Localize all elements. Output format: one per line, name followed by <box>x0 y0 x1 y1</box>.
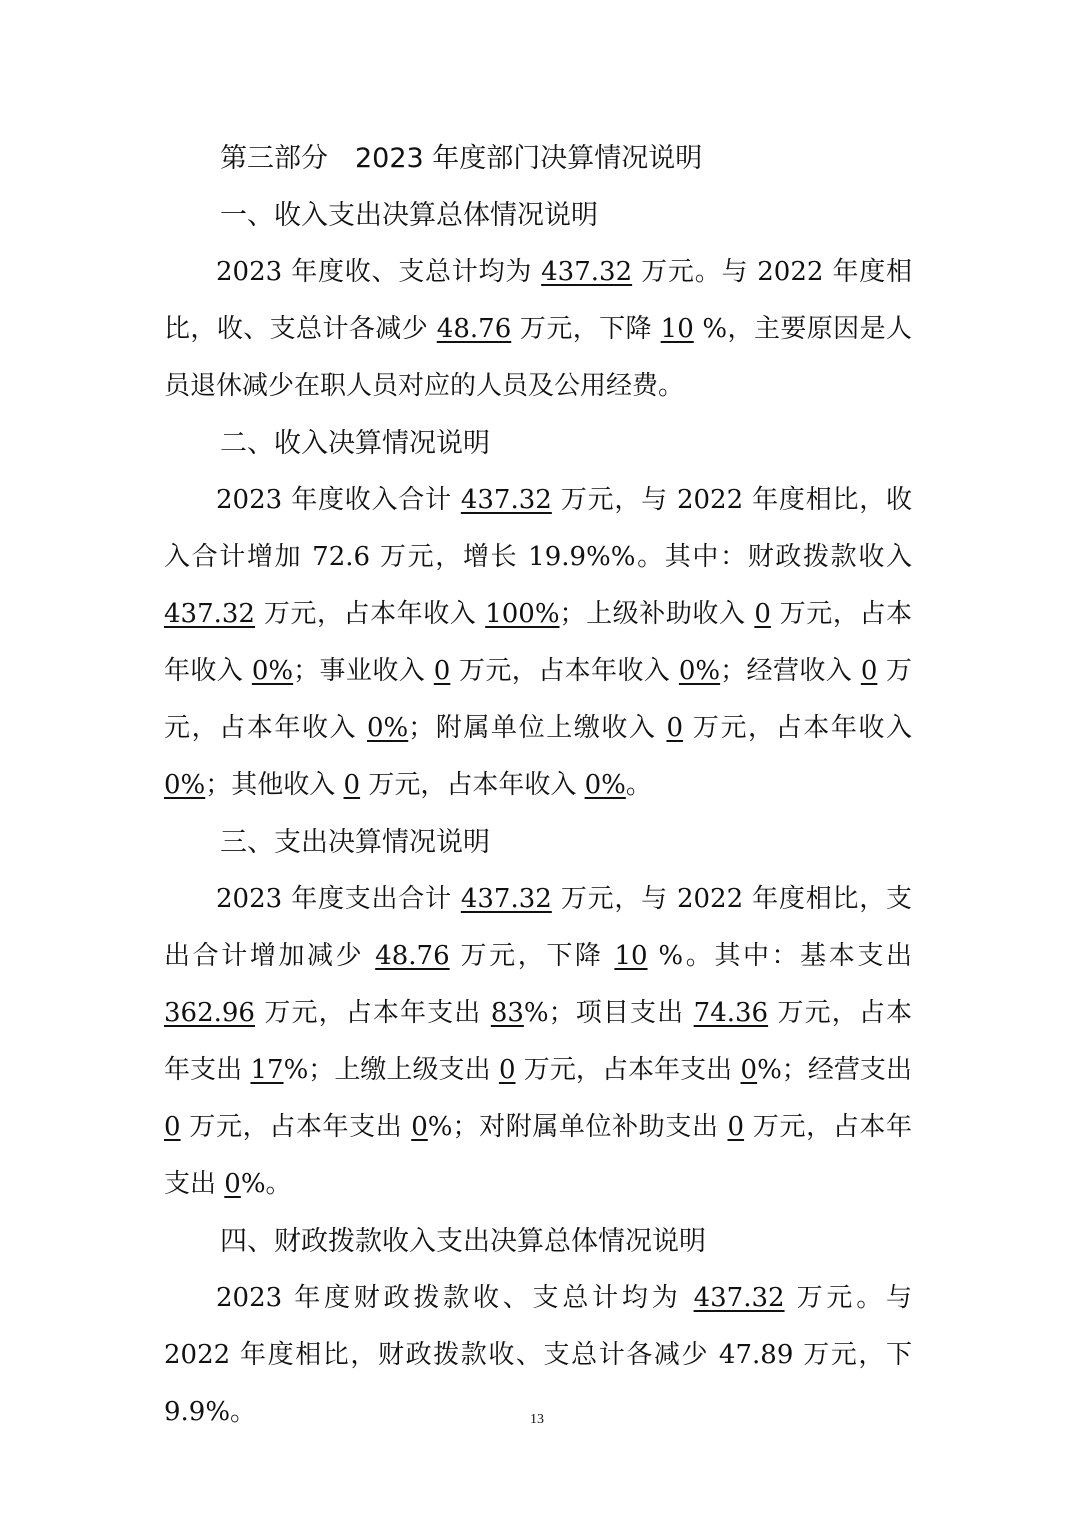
underlined-figure: 0 <box>433 656 451 686</box>
section-paragraph-1 <box>164 244 912 415</box>
paragraph-text: 万元，占本年支出 <box>164 998 913 1085</box>
paragraph-text: 万元，占本年收入 <box>683 713 913 743</box>
paragraph-text: ；事业收入 <box>293 656 434 686</box>
paragraph-text: %；上缴上级支出 <box>283 1055 499 1085</box>
paragraph-text: %。其中：基本支出 <box>647 941 913 971</box>
paragraph-text: ；附属单位上缴收入 <box>408 713 667 743</box>
paragraph-text: 万元，占本年支出 <box>180 1112 412 1142</box>
paragraph-text: ；上级补助收入 <box>559 599 755 629</box>
section-heading-3: 三、支出决算情况说明 <box>220 827 490 858</box>
paragraph-text: 万元，占本年收入 <box>360 770 585 800</box>
paragraph-text: 万元，占本年支出 <box>164 1112 912 1199</box>
paragraph-text: 万元，与 2022 年度相比，收入合计增加 72.6 万元，增长 19.9%%。其中：财政拨款收入 <box>164 485 912 572</box>
page-number: 13 <box>530 1412 544 1427</box>
underlined-figure: 437.32 <box>541 257 633 287</box>
paragraph-text: %；对附属单位补助支出 <box>427 1112 728 1142</box>
underlined-figure: 0% <box>164 770 206 800</box>
underlined-figure: 437.32 <box>460 884 552 914</box>
underlined-figure: 0 <box>754 599 771 629</box>
underlined-figure: 0 <box>727 1112 745 1142</box>
paragraph-text: %。 <box>240 1169 292 1199</box>
underlined-figure: 10 <box>660 314 694 344</box>
underlined-figure: 10 <box>614 941 648 971</box>
underlined-figure: 437.32 <box>460 485 552 515</box>
underlined-figure: 83 <box>490 998 524 1028</box>
paragraph-text: 万元，下降 <box>449 941 615 971</box>
paragraph-text: 万元。与 2022 年度相比，财政拨款收、支总计各减少 47.89 万元，下 9.9%。 <box>164 1283 912 1427</box>
underlined-figure: 362.96 <box>164 998 255 1028</box>
section-paragraph-2 <box>164 472 912 814</box>
paragraph-text: ；其他收入 <box>205 770 344 800</box>
paragraph-text: 2023 年度财政拨款收、支总计均为 <box>216 1283 694 1313</box>
paragraph-text: 。 <box>625 770 652 800</box>
underlined-figure: 0 <box>164 1112 181 1142</box>
underlined-figure: 437.32 <box>693 1283 785 1313</box>
paragraph-text: 万元，占本年收入 <box>164 656 913 743</box>
underlined-figure: 0 <box>411 1112 428 1142</box>
paragraph-text: 2023 年度收入合计 <box>216 485 461 515</box>
underlined-figure: 0% <box>584 770 626 800</box>
document-content <box>164 130 912 1441</box>
underlined-figure: 0 <box>740 1055 758 1085</box>
page-title: 第三部分 2023 年度部门决算情况说明 <box>220 143 703 174</box>
paragraph-text: %；经营支出 <box>757 1055 912 1085</box>
paragraph-text: 万元，与 2022 年度相比，支出合计增加减少 <box>164 884 912 971</box>
underlined-figure: 0 <box>666 713 684 743</box>
section-heading-1: 一、收入支出决算总体情况说明 <box>220 200 598 231</box>
paragraph-text: 万元，占本年收入 <box>450 656 679 686</box>
section-heading-4: 四、财政拨款收入支出决算总体情况说明 <box>220 1226 706 1257</box>
paragraph-text: ；经营收入 <box>720 656 861 686</box>
underlined-figure: 48.76 <box>375 941 450 971</box>
underlined-figure: 0 <box>343 770 361 800</box>
underlined-figure: 0 <box>860 656 878 686</box>
paragraph-text: 万元，占本年收入 <box>254 599 486 629</box>
paragraph-text: %，主要原因是人员退休减少在职人员对应的人员及公用经费。 <box>164 314 913 401</box>
underlined-figure: 0 <box>498 1055 516 1085</box>
underlined-figure: 0% <box>367 713 409 743</box>
paragraph-text: %；项目支出 <box>523 998 694 1028</box>
underlined-figure: 48.76 <box>436 314 512 344</box>
underlined-figure: 0 <box>224 1169 241 1199</box>
paragraph-text: 2023 年度支出合计 <box>216 884 461 914</box>
underlined-figure: 17 <box>250 1055 284 1085</box>
paragraph-text: 万元，占本年收入 <box>164 599 913 686</box>
paragraph-text: 2023 年度收、支总计均为 <box>216 257 542 287</box>
section-heading-2: 二、收入决算情况说明 <box>220 428 490 459</box>
section-paragraph-3 <box>164 871 912 1213</box>
underlined-figure: 0% <box>678 656 721 686</box>
paragraph-text: 万元。与 2022 年度相比，收、支总计各减少 <box>164 257 912 344</box>
underlined-figure: 74.36 <box>693 998 769 1028</box>
paragraph-text: 万元，下降 <box>511 314 661 344</box>
underlined-figure: 100% <box>485 599 560 629</box>
underlined-figure: 0% <box>251 656 294 686</box>
paragraph-text: 万元，占本年支出 <box>254 998 491 1028</box>
paragraph-text: 万元，占本年支出 <box>515 1055 741 1085</box>
underlined-figure: 437.32 <box>164 599 255 629</box>
